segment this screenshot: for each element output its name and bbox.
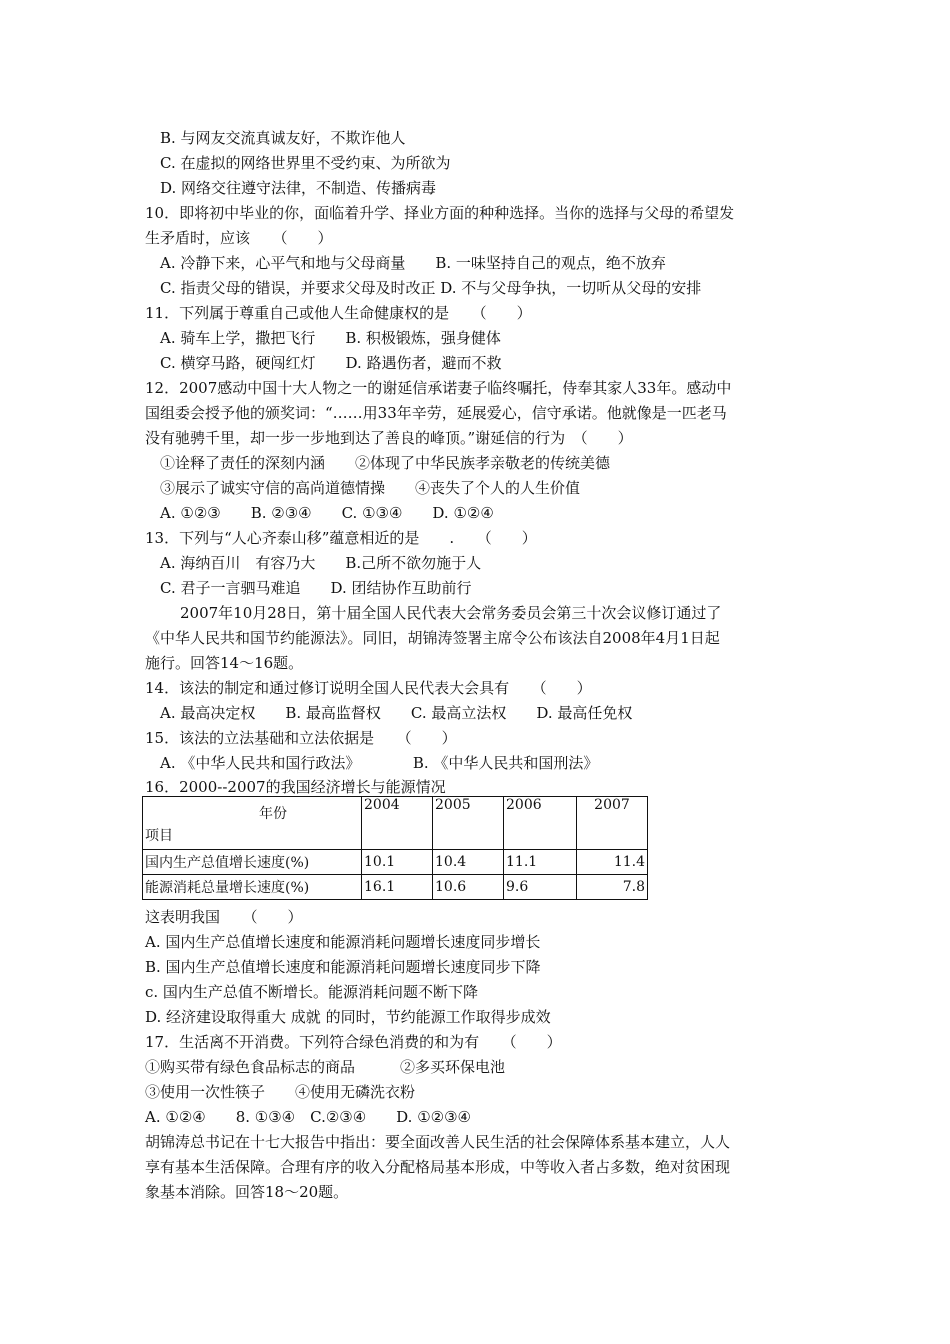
q11-options-ab: A. 骑车上学，撒把飞行 B. 积极锻炼，强身健体: [160, 329, 501, 347]
table-cell: 9.6: [504, 875, 577, 900]
q12-statements-34: ③展示了诚实守信的高尚道德情操 ④丧失了个人的人生价值: [160, 479, 581, 497]
q12-statements-12: ①诠释了责任的深刻内涵 ②体现了中华民族孝亲敬老的传统美德: [160, 454, 611, 472]
q15-stem: 15．该法的立法基础和立法依据是 （ ）: [145, 729, 457, 747]
q16-option-d: D. 经济建设取得重大 成就 的同时，节约能源工作取得步成效: [145, 1008, 551, 1026]
q11-stem: 11．下列属于尊重自己或他人生命健康权的是 （ ）: [145, 304, 532, 322]
table-cell: 11.1: [504, 850, 577, 875]
q11-options-cd: C. 横穿马路，硬闯红灯 D. 路遇伤者，避而不救: [160, 354, 502, 372]
q9-option-b: B. 与网友交流真诚友好，不欺诈他人: [160, 129, 406, 147]
q9-option-d: D. 网络交往遵守法律，不制造、传播病毒: [160, 179, 437, 197]
q12-options: A. ①②③ B. ②③④ C. ①③④ D. ①②④: [160, 504, 494, 522]
table-corner-cell: [143, 797, 362, 850]
q16-stem: 16．2000--2007的我国经济增长与能源情况: [145, 778, 446, 796]
q12-stem-line1: 12．2007感动中国十大人物之一的谢延信承诺妻子临终嘱托，侍奉其家人33年。感动中: [145, 379, 732, 397]
q10-options-ab: A. 冷静下来，心平气和地与父母商量 B. 一味坚持自己的观点，绝不放弃: [160, 254, 666, 272]
q10-options-cd: C. 指责父母的错误，并要求父母及时改正 D. 不与父母争执，一切听从父母的安排: [160, 279, 702, 297]
passage1-line3: 施行。回答14～16题。: [145, 654, 304, 672]
q14-stem: 14．该法的制定和通过修订说明全国人民代表大会具有 （ ）: [145, 679, 592, 697]
q15-options: A. 《中华人民共和国行政法》 B. 《中华人民共和国刑法》: [160, 754, 599, 772]
economy-energy-table: [142, 796, 648, 900]
table-cell: 10.4: [433, 850, 504, 875]
table-cell: 7.8: [577, 875, 648, 900]
q12-stem-line2: 国组委会授予他的颁奖词：“……用33年辛劳，延展爱心，信守承诺。他就像是一匹老马: [145, 404, 727, 422]
q17-statements-34: ③使用一次性筷子 ④使用无磷洗衣粉: [145, 1083, 416, 1101]
q16-option-a: A. 国内生产总值增长速度和能源消耗问题增长速度同步增长: [145, 933, 541, 951]
table-cell: 11.4: [577, 850, 648, 875]
passage1-line2: 《中华人民共和国节约能源法》。同旧，胡锦涛签署主席令公布该法自2008年4月1日起: [145, 629, 720, 647]
q9-option-c: C. 在虚拟的网络世界里不受约束、为所欲为: [160, 154, 451, 172]
passage1-line1: 2007年10月28日，第十届全国人民代表大会常务委员会第三十次会议修订通过了: [180, 604, 722, 622]
q12-stem-line3: 没有驰骋千里，却一步一步地到达了善良的峰顶。”谢延信的行为 （ ）: [145, 429, 633, 447]
q13-options-ab: A. 海纳百川 有容乃大 B.己所不欲勿施于人: [160, 554, 482, 572]
header-item-label: 项目: [145, 828, 173, 844]
q17-options: A. ①②④ 8. ①③④ C.②③④ D. ①②③④: [145, 1108, 472, 1126]
q17-stem: 17．生活离不开消费。下列符合绿色消费的和为有 （ ）: [145, 1033, 562, 1051]
table-cell: 10.1: [362, 850, 433, 875]
year-cell: 2006: [504, 797, 577, 850]
passage2-line2: 享有基本生活保障。合理有序的收入分配格局基本形成，中等收入者占多数，绝对贫困现: [145, 1158, 731, 1176]
passage2-line3: 象基本消除。回答18～20题。: [145, 1183, 349, 1201]
table-header-row: [143, 797, 648, 850]
year-cell: 2004: [362, 797, 433, 850]
header-year-label: 年份: [259, 806, 287, 822]
q10-stem-line2: 生矛盾时，应该 （ ）: [145, 229, 333, 247]
table-row: [143, 875, 648, 900]
table-cell: 16.1: [362, 875, 433, 900]
q10-stem-line1: 10．即将初中毕业的你，面临着升学、择业方面的种种选择。当你的选择与父母的希望发: [145, 204, 735, 222]
passage2-line1: 胡锦涛总书记在十七大报告中指出：要全面改善人民生活的社会保障体系基本建立，人人: [145, 1133, 731, 1151]
table-row: [143, 850, 648, 875]
q16-option-c: c. 国内生产总值不断增长。能源消耗问题不断下降: [145, 983, 478, 1001]
q16-followup: 这表明我国 （ ）: [145, 908, 303, 926]
row-label: 能源消耗总量增长速度(%): [143, 875, 362, 900]
year-cell: 2007: [577, 797, 648, 850]
table-cell: 10.6: [433, 875, 504, 900]
q13-options-cd: C. 君子一言驷马难追 D. 团结协作互助前行: [160, 579, 472, 597]
year-cell: 2005: [433, 797, 504, 850]
q13-stem: 13．下列与“人心齐泰山移”蕴意相近的是 . （ ）: [145, 529, 537, 547]
q16-option-b: B. 国内生产总值增长速度和能源消耗问题增长速度同步下降: [145, 958, 541, 976]
q14-options: A. 最高决定权 B. 最高监督权 C. 最高立法权 D. 最高任免权: [160, 704, 633, 722]
q17-statements-12: ①购买带有绿色食品标志的商品 ②多买环保电池: [145, 1058, 506, 1076]
row-label: 国内生产总值增长速度(%): [143, 850, 362, 875]
